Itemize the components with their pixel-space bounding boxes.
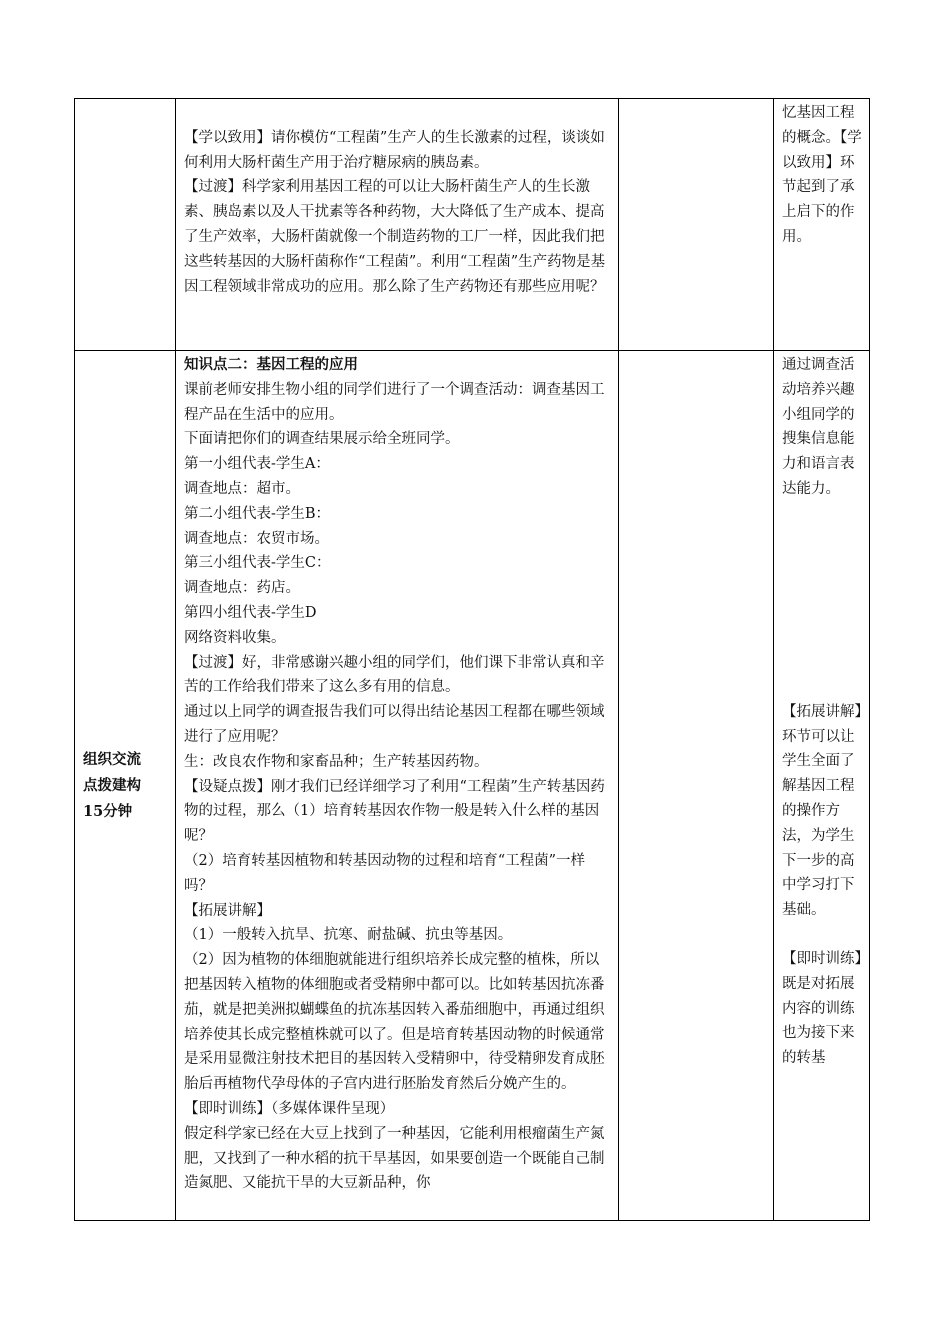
stage-label: 组织交流 bbox=[83, 750, 141, 768]
paragraph: 课前老师安排生物小组的同学们进行了一个调查活动：调查基因工程产品在生活中的应用。 bbox=[184, 381, 605, 423]
paragraph: 生：改良农作物和家畜品种；生产转基因药物。 bbox=[184, 753, 489, 770]
design-note: 忆基因工程的概念。【学以致用】环节起到了承上启下的作用。 bbox=[782, 105, 862, 245]
paragraph: （1）一般转入抗旱、抗寒、耐盐碱、抗虫等基因。 bbox=[184, 927, 513, 944]
paragraph: 第四小组代表-学生D bbox=[184, 604, 317, 621]
paragraph: 第二小组代表-学生B： bbox=[184, 505, 331, 522]
stage-label: 点拨建构 bbox=[83, 776, 141, 794]
paragraph: 【过渡】科学家利用基因工程的可以让大肠杆菌生产人的生长激素、胰岛素以及人干扰素等各种药物，大大降低了生产成本、提高了生产效率，大肠杆菌就像一个制造药物的工厂一样，因此我们把这些转基因的大肠杆菌称作“工程菌”。利用“工程菌”生产药物是基因工程领域非常成功的应用。那么除了生产药物还有那些应用呢？ bbox=[184, 179, 606, 295]
paragraph: 【即时训练】（多媒体课件呈现） bbox=[184, 1100, 395, 1117]
paragraph: 调查地点：超市。 bbox=[184, 480, 300, 497]
paragraph: 下面请把你们的调查结果展示给全班同学。 bbox=[184, 431, 460, 448]
paragraph: 调查地点：药店。 bbox=[184, 580, 300, 597]
paragraph: 假定科学家已经在大豆上找到了一种基因，它能利用根瘤菌生产氮肥，又找到了一种水稻的抗干旱基因，如果要创造一个既能自己制造氮肥、又能抗干旱的大豆新品种，你 bbox=[184, 1125, 605, 1192]
paragraph: 通过以上同学的调查报告我们可以得出结论基因工程都在哪些领域进行了应用呢？ bbox=[184, 704, 605, 745]
student-activity-cell bbox=[619, 99, 774, 351]
section-title: 知识点二：基因工程的应用 bbox=[184, 356, 358, 373]
paragraph: 调查地点：农贸市场。 bbox=[184, 530, 329, 547]
stage-cell bbox=[75, 99, 176, 351]
content-cell bbox=[176, 351, 619, 1221]
paragraph: 【过渡】好，非常感谢兴趣小组的同学们，他们课下非常认真和辛苦的工作给我们带来了这么多有用的信息。 bbox=[184, 654, 605, 696]
design-intent-cell bbox=[774, 99, 870, 351]
design-note: 【拓展讲解】环节可以让学生全面了解基因工程的操作方法，为学生下一步的高中学习打下基础。 bbox=[782, 703, 862, 919]
design-note: 通过调查活动培养兴趣小组同学的搜集信息能力和语言表达能力。 bbox=[782, 357, 855, 497]
stage-duration: 15分钟 bbox=[83, 802, 133, 820]
student-activity-cell bbox=[619, 351, 774, 1221]
paragraph: （2）培育转基因植物和转基因动物的过程和培育“工程菌”一样吗？ bbox=[184, 852, 586, 894]
stage-cell bbox=[75, 351, 176, 1221]
paragraph: 【设疑点拨】刚才我们已经详细学习了利用“工程菌”生产转基因药物的过程，那么（1）培育转基因农作物一般是转入什么样的基因呢？ bbox=[184, 778, 605, 845]
table-row bbox=[75, 351, 870, 1221]
paragraph: 网络资料收集。 bbox=[184, 629, 286, 646]
table-row bbox=[75, 99, 870, 351]
paragraph: 第一小组代表-学生A： bbox=[184, 456, 330, 473]
design-intent-cell bbox=[774, 351, 870, 1221]
paragraph bbox=[184, 101, 610, 126]
paragraph: 第三小组代表-学生C： bbox=[184, 555, 331, 572]
paragraph: （2）因为植物的体细胞就能进行组织培养长成完整的植株，所以把基因转入植物的体细胞或者受精卵中都可以。比如转基因抗冻番茄，就是把美洲拟蝴蝶鱼的抗冻基因转入番茄细胞中，再通过组织培养使其长成完整植株就可以了。但是培育转基因动物的时候通常是采用显微注射技术把目的基因转入受精卵中，待受精卵发育成胚胎后再植物代孕母体的子宫内进行胚胎发育然后分娩产生的。 bbox=[184, 952, 605, 1093]
paragraph: 【学以致用】请你模仿“工程菌”生产人的生长激素的过程，谈谈如何利用大肠杆菌生产用于治疗糖尿病的胰岛素。 bbox=[184, 129, 605, 171]
paragraph: 【拓展讲解】 bbox=[184, 902, 271, 919]
design-note: 【即时训练】既是对拓展内容的训练也为接下来的转基 bbox=[782, 950, 862, 1067]
content-cell bbox=[176, 99, 619, 351]
lesson-plan-table bbox=[74, 98, 870, 1221]
